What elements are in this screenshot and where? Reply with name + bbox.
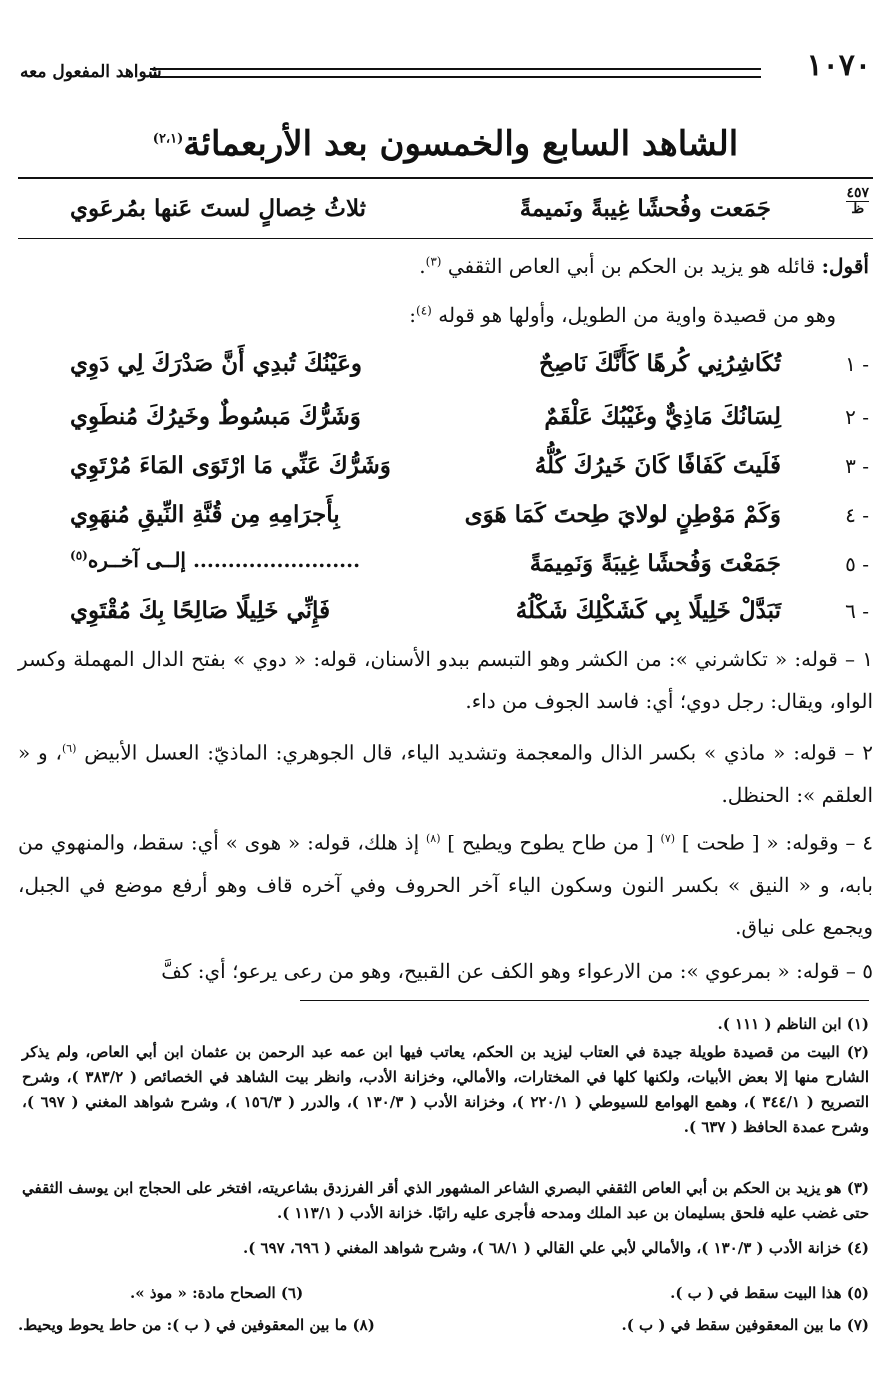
poem-left-hemistich: وَشَرُّكَ مَبسُوطٌ وخَيرُكَ مُنطَوِي xyxy=(70,403,361,430)
intro-ref-3: (٣) xyxy=(425,254,442,269)
footnote-8: (٨) ما بين المعقوفين في ( ب ): من حاط يحوط ويحيط. xyxy=(18,1316,375,1334)
commentary-2-tail: ، و « العلقم »: الحنظل. xyxy=(18,740,873,807)
head-verse-rule xyxy=(18,238,873,239)
page-number: ١٠٧٠ xyxy=(806,48,871,83)
intro-line2-text: وهو من قصيدة واوية من الطويل، وأولها هو قوله xyxy=(431,303,836,327)
verse-number xyxy=(846,186,869,217)
poem-ref-5: (٥) xyxy=(70,548,88,563)
commentary-5: ٥ – قوله: « بمرعوي »: من الارعواء وهو الكف عن القبيح، وهو من رعى يرعو؛ أي: كفَّ xyxy=(161,959,873,983)
poem-left-hemistich-text: ........................ إلــى آخــره xyxy=(87,548,361,572)
section-title-text: الشاهد السابع والخمسون بعد الأربعمائة xyxy=(183,124,739,164)
intro-label: أقول: xyxy=(821,254,869,278)
poem-line-number: ١ - xyxy=(845,352,869,376)
footnote-2: (٢) البيت من قصيدة طويلة جيدة في العتاب ليزيد بن الحكم، يعاتب فيها ابن عمه عبد الرحمن بن عثمان ابن أبي العاص، ولم يذكر الشارح منها إلا بعض الأبيات، ولكنها كلها في المختارات، والأمالي، وخزانة الأدب، وانظر بيت الشاهد في الخصائص ( ٣٨٣/٢ )، وشرح التصريح ( ٣٤٤/١ )، وهمع الهوامع للسيوطي ( ٢٢٠/١ )، وخزانة الأدب ( ١٣٠/٣ )، والدرر ( ١٥٦/٣ )، وشرح شواهد المغني ( ٦٩٧ )، وشرح عمدة الحافظ ( ٦٣٧ ). xyxy=(22,1043,869,1136)
poem-right-hemistich: لِسَانُكَ مَاذِيٌّ وغَيْبُكَ عَلْقَمٌ xyxy=(544,403,781,430)
commentary-4-tail: [ من طاح يطوح ويطيح ] xyxy=(440,830,661,855)
footnote-7: (٧) ما بين المعقوفين سقط في ( ب ). xyxy=(621,1316,869,1334)
footnote-6: (٦) الصحاح مادة: « موذ ». xyxy=(130,1284,304,1302)
header-rule xyxy=(150,68,761,78)
verse-number-sub: ظ xyxy=(851,201,865,217)
poem-right-hemistich: تُكَاشِرُنِي كُرهًا كَأَنَّكَ نَاصِحٌ xyxy=(539,350,781,377)
footnote-5: (٥) هذا البيت سقط في ( ب ). xyxy=(670,1284,869,1302)
poem-left-hemistich: وعَيْنُكَ تُبدِي أَنَّ صَدْرَكَ لِي دَوِي xyxy=(70,350,363,377)
poem-left-hemistich: بِأَجرَامِهِ مِن قُنَّةِ النِّيقِ مُنهَوِي xyxy=(70,501,340,528)
commentary-ref-6: (٦) xyxy=(61,742,77,755)
section-title xyxy=(0,124,891,164)
poem-left-hemistich: فَإِنِّي خَلِيلًا صَالِحًا بِكَ مُقْتَوِي xyxy=(70,597,331,624)
title-rule xyxy=(18,177,873,179)
commentary-4-text: ٤ – وقوله: « [ طحت ] xyxy=(675,830,873,855)
commentary-ref-8: (٨) xyxy=(425,832,441,845)
poem-line-number: ٣ - xyxy=(845,454,869,478)
intro-line1-end: . xyxy=(419,254,426,278)
poem-right-hemistich: فَلَيتَ كَفَافًا كَانَ خَيرُكَ كُلُّهُ xyxy=(534,452,781,479)
poem-left-hemistich xyxy=(70,548,360,572)
intro-line-2 xyxy=(409,303,836,327)
poem-right-hemistich: وَكَمْ مَوْطِنٍ لولايَ طِحتَ كَمَا هَوَى xyxy=(464,501,781,528)
intro-line-1 xyxy=(419,254,869,278)
head-verse-right: جَمَعت وفُحشًا غِيبةً ونَميمةً xyxy=(519,195,771,222)
commentary-2 xyxy=(18,728,873,816)
footnote-3: (٣) هو يزيد بن الحكم بن أبي العاص الثقفي البصري الشاعر المشهور الذي أقر الفرزدق بشاعريته، افتخر على الحجاج ابن يوسف الثقفي حتى غضب عليه فلحق بسليمان بن عبد الملك ومدحه فأجرى عليه راتبًا. خزانة الأدب ( ١١٣/١ ). xyxy=(22,1179,869,1222)
title-note-ref: (٢،١) xyxy=(152,131,184,147)
commentary-2-text: ٢ – قوله: « ماذي » بكسر الذال والمعجمة وتشديد الياء، قال الجوهري: الماذيّ: العسل الأبيض xyxy=(76,740,873,765)
intro-ref-4: (٤) xyxy=(416,303,432,318)
footnote-4: (٤) خزانة الأدب ( ١٣٠/٣ )، والأمالي لأبي علي القالي ( ٦٨/١ )، وشرح شواهد المغني ( ٦٩٦، ٦٩٧ ). xyxy=(242,1239,869,1257)
poem-line-number: ٥ - xyxy=(845,552,869,576)
commentary-4-tail2: إذ هلك، قوله: « هوى » أي: سقط، والمنهوي من بابه، و « النيق » بكسر النون وسكون الياء آخر الحروف وفي آخره قاف وهو أرفع موضع في الجبل، ويجمع على نياق. xyxy=(18,830,873,939)
poem-line-number: ٤ - xyxy=(845,503,869,527)
poem-right-hemistich: جَمَعْتَ وَفُحشًا غِيبَةً وَنَمِيمَةً xyxy=(529,550,781,577)
intro-line2-end: : xyxy=(409,303,417,327)
footnote-rule xyxy=(300,1000,869,1001)
poem-left-hemistich: وَشَرُّكَ عَنِّي مَا ارْتَوَى المَاءَ مُرْتَوِي xyxy=(70,452,391,479)
head-verse-left: ثلاثُ خِصالٍ لستَ عَنها بمُرعَوي xyxy=(70,195,367,222)
poem-line-number: ٢ - xyxy=(845,405,869,429)
intro-line1-text: قائله هو يزيد بن الحكم بن أبي العاص الثقفي xyxy=(441,254,822,278)
commentary-ref-7: (٧) xyxy=(660,832,676,845)
commentary-1: ١ – قوله: « تكاشرني »: من الكشر وهو التبسم ببدو الأسنان، قوله: « دوي » بفتح الدال المهملة وكسر الواو، ويقال: رجل دوي؛ أي: فاسد الجوف من داء. xyxy=(18,647,873,713)
verse-number-main: ٤٥٧ xyxy=(846,185,869,201)
poem-right-hemistich: تَبَدَّلْ خَلِيلًا بِي كَشَكْلِكَ شَكْلُهُ xyxy=(515,597,781,624)
footnote-1: (١) ابن الناظم ( ١١١ ). xyxy=(717,1015,869,1033)
commentary-4 xyxy=(18,818,873,948)
running-title: شواهد المفعول معه xyxy=(20,62,162,82)
poem-line-number: ٦ - xyxy=(845,599,869,623)
